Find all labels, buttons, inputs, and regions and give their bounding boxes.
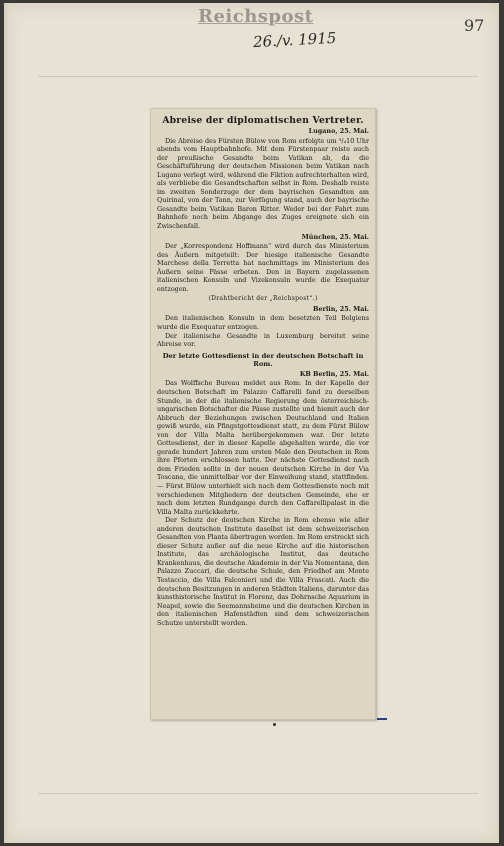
- handwritten-date: 26./v. 1915: [252, 28, 337, 52]
- wire-report-line: (Drahtbericht der „Reichspost“.): [208, 295, 318, 303]
- dateline: KB Berlin, 25. Mai.: [299, 369, 369, 378]
- paragraph: Das Wolffsche Bureau meldet aus Rom: In der Kapelle der deutschen Botschaft im Palazzo Caffarelli fand zu derselben Stunde, in der die italienische Regierung dem österreichisch-ungarischen Botschafter die Pässe zustellte und hiemit auch der Abbruch der Beziehungen zwischen Deutschland und Italien gewiß wurde, ein Pfingstgottesdienst statt, zu dem Fürst Bülow von der Villa Malta herübergekommen war. Der letzte Gottesdienst, der in dieser Kapelle abgehalten wurde, die vor gerade hundert Jahren zum ersten Male den Deutschen in Rom ihre Pforten erschlossen hatte. Der nächste Gottesdienst nach dem Frieden sollte in der neuen deutschen Kirche in der Via Toscana, die unmittelbar vor der Einweihung stand, stattfinden. — Fürst Bülow unterhielt sich nach dem Gottesdienste noch mit verschiedenen Mitgliedern der deutschen Gemeinde, ehe er nach dem letzten Rundgange durch den Caffarellipalast in die Villa Malta zurückkehrte.: [157, 379, 369, 516]
- paragraph: Die Abreise des Fürsten Bülow von Rom erfolgte um ³/₄10 Uhr abends vom Hauptbahnhofe. Mit dem Fürstenpaar reiste auch der preußische Gesandte beim Vatikan ab, da die Geschäftsführung der deutschen Missionen beim Vatikan nach Lugano verlegt wird, während die Fiktion aufrechterhalten wird, als verbliebe die Gesandtschaften selbst in Rom. Deshalb reiste im zweiten Sonderzuge der dem bayrischen Gesandten am Quirinal, von der Tann, zur Verfügung stand, auch der bayrische Gesandte beim Vatikan Baron Ritter. Weder bei der Fahrt zum Bahnhofe noch beim Abgange des Zuges ereignete sich ein Zwischenfall.: [157, 136, 369, 231]
- paragraph: Der Schutz der deutschen Kirche in Rom ebenso wie aller anderen deutschen Institute daselbst ist dem schweizerischen Gesandten von Planta übertragen worden. Im Rom erstreckt sich dieser Schutz außer auf die neue Kirche auf die historischen Institute, das archäologische Institut, das deutsche Krankenhaus, die deutsche Akademie in der Via Nomentana, den Palazzo Zuccari, die deutsche Schule, den Friedhof am Monte Testaccio, die Villa Falconieri und die Villa Frascati. Auch die deutschen Besitzungen in anderen Städten Italiens, darunter das kunsthistorische Institut in Florenz, das Dohrnsche Aquarium in Neapel, sowie die Seemannsheime und die deutschen Kirchen in den italienischen Hafenstädten sind dem schweizerischen Schutze unterstellt worden.: [157, 516, 369, 627]
- fold-line: [38, 793, 478, 794]
- clipping-text: [157, 115, 369, 627]
- reichspost-stamp: Reichspost: [198, 6, 314, 27]
- dateline: Lugano, 25. Mai.: [308, 127, 369, 135]
- paragraph: Den italienischen Konsuln in dem besetzten Teil Belgiens wurde die Exequatur entzogen.: [157, 314, 369, 332]
- page-number: 97: [464, 16, 485, 35]
- section-subhead: Der letzte Gottesdienst in der deutschen Botschaft in Rom.: [162, 351, 364, 369]
- sheet-edge: [4, 3, 7, 843]
- dateline: Berlin, 25. Mai.: [313, 304, 369, 313]
- dateline: München, 25. Mai.: [301, 232, 369, 241]
- ink-dot: [273, 723, 276, 726]
- paragraph: Der „Korrespondenz Hoffmann“ wird durch das Ministerium des Äußern mitgeteilt: Der hiesige italienische Gesandte Marchese della Terretta hat nachmittags im Ministerium des Äußern seine Pässe erbeten. Den in Bayern zugelassenen italienischen Konsuln und Vizekonsuln wurde die Exequatur entzogen.: [157, 242, 369, 293]
- fold-line: [38, 76, 478, 77]
- margin-pen-mark: [377, 718, 387, 720]
- article-headline: Abreise der diplomatischen Vertreter.: [162, 115, 364, 126]
- paragraph: Der italienische Gesandte in Luxemburg bereitet seine Abreise vor.: [157, 331, 369, 349]
- newspaper-clipping: [150, 108, 376, 720]
